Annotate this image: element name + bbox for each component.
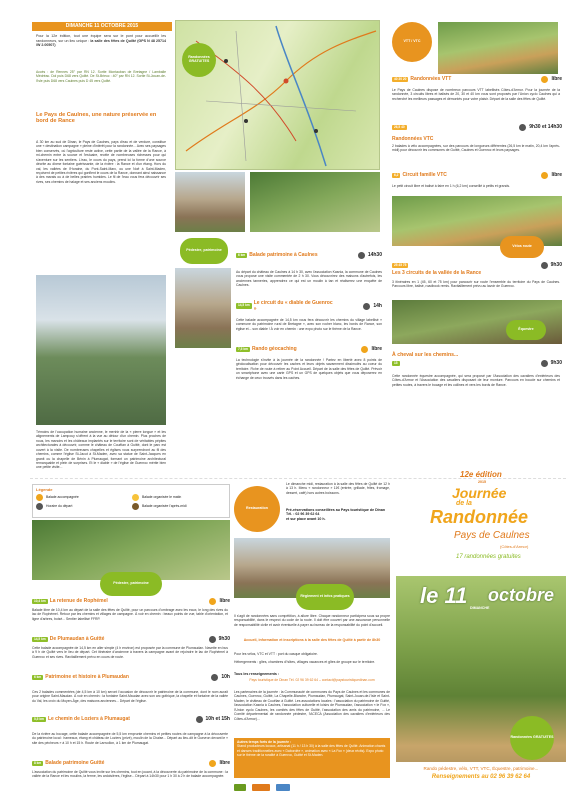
pratique-header: Accueil, information et inscriptions à la salle des fêtes de Quilté à partir de 8h30: [243, 638, 381, 642]
equestre-badge: Équestre: [506, 320, 546, 340]
fold-divider: [30, 478, 566, 479]
vtc-km: 26,5 40: [394, 124, 405, 129]
poster-footer: [396, 762, 566, 794]
poster-edition: 12e édition: [460, 470, 502, 479]
geo-libre: libre: [371, 346, 382, 353]
sponsor-logos: [234, 782, 390, 792]
vtt-body: Le Pays de Caulnes dispose de nombreux parcours VTT labellisés Côtes-d'Armor. Pour la journée de la randonnée, 3 circuits libres et balisés de 20, 30 et 40 km vous sont proposés par l'Union cyclo Caulnes qui a recherché les meilleurs passages et démontés pour votre plaisir. Départ de la salle des fêtes de Quilté.: [392, 88, 560, 101]
vtt-title: Randonnées VTT: [410, 76, 452, 83]
ped-patrimoine-badge-bottom: Pédestre, patrimoine: [100, 572, 162, 596]
roph-body: Balade libre de 10,4 km au départ de la salle des fêtes de Quilté, pour un parcours d'ombrage avec les eaux, le long des rives du lac de Rophémel. Retour par les chemins et villages de campagne. À voir en chemin : beaux points de vue, table d'orientation, et ligne d'arbres, boisé... Sentier labellisé FFRP.: [32, 608, 228, 621]
equestre-title: À cheval sur les chemins...: [392, 352, 459, 358]
ped-patrimoine-badge-top: Pédestre, patrimoine: [180, 238, 228, 264]
clock-icon: [541, 76, 548, 83]
circuit-libre: libre: [551, 172, 562, 179]
legend-title: Légende: [36, 487, 53, 492]
circuit-km: 6,2: [394, 172, 399, 177]
castle-photo: [175, 268, 231, 348]
pays-body-2: Témoins de l'occupation humaine ancienne, le menhir de la « pierre longue » et les alignements de Lampouy s'offrent à la vue au détour d'un chemin. Plus proches de nous, les manoirs et les châteaux implantés sur le territoire sont de véritables pépites architecturales à découvrir, comme le château de Couëlan à Guitté, dont le parc est ouvert à la visite. De nombreuses chapelles et églises vous surprendront au fil des chemins, comme l'église St-Jacut à St-Maden, avec sa statue de Saint-Jacques en granit ou la chapelle de Bénin à Plumaugat, formant un patrimoine architectural remarquable et plein de surprises. Et le « diable » de l'église de Guenroc mérite bien une petite visite...: [36, 430, 166, 470]
clock-icon: [209, 598, 216, 605]
poster-footer-2: Renseignements au 02 96 39 62 64: [431, 773, 531, 780]
vtt-vtc-tab: [392, 22, 432, 62]
clock-icon: [211, 674, 218, 681]
roph-title: La retenue de Rophémel: [49, 598, 108, 605]
equestre-body: Cette randonnée équestre accompagnée, qui sera proposé par l'Association des cavaliers d'extérieurs des Côtes-d'Armor et l'Association des cavaliers disposant de leur monture. Parcours en boucle sur chemins et petites routes, à travers le bocage et les collines et vers les bords de Rance.: [392, 374, 560, 387]
equestre-km: 15: [394, 360, 398, 365]
legend-sun-icon: [132, 494, 139, 501]
sponsor-logo: [234, 784, 246, 791]
restauration-badge: Restauration: [234, 486, 280, 532]
loz-body: De la rivière au bocage, cette balade accompagnée de 5,5 km emprunte chemins et petites routes de campagne à la découverte du patrimoine local : hameaux, étang et château de Loziers (privé), moulin de la Chaise... Départ au lieu-dit le Guevron devant le « site des pécheurs » à 10 h et 15 h. Route de Lanvollon, à 1 km de Plumaugat.: [32, 732, 228, 745]
poster-year: 2015: [478, 480, 486, 484]
patr-row: [32, 674, 230, 681]
guitte-libre: libre: [219, 760, 230, 767]
clock-icon: [363, 303, 370, 310]
map-roads: [176, 21, 381, 171]
intro-text: Pour la 12e édition, tout une équipe sera sur le pont pour accueillir les randonneurs, sur un lieu unique : la salle des fêtes de Quilté (GPS N 48 25714 /W 2.00507): [36, 34, 167, 48]
circuit-title: Circuit famille VTC: [402, 172, 447, 179]
legend-clock-icon: [36, 503, 43, 510]
geo-km: 7,5 km: [238, 346, 248, 351]
pratique-badge: Règlement et infos pratiques: [296, 584, 354, 610]
vtt-km: 40 30 20: [394, 76, 407, 81]
legend-walker-icon: [36, 494, 43, 501]
pratique-body: Il s'agit de randonnées sans compétition, à allure libre. Chaque randonneur participera sous sa propre responsabilité, dans le respect du code de la route. Il doit être couvert par une assurance personnelle de responsabilité civile et avoir éventuelle à payer au bureau de la responsabilité du point d'accueil.: [234, 614, 390, 627]
equestre-row: [392, 360, 562, 367]
baln-time: 14h30: [367, 252, 382, 259]
poster-dela: de la: [456, 500, 472, 507]
loz-time: 10h et 15h: [205, 716, 230, 723]
circuit-body: Le petit circuit libre et balisé à faire en 1 h (6,2 km) conseillé à petits et grands.: [392, 184, 510, 188]
patr-title: Patrimoine et histoire à Plumaudan: [45, 674, 129, 681]
equestre-time: 9h30: [550, 360, 562, 367]
poster-day: le 11: [420, 583, 468, 608]
legend: [32, 484, 230, 518]
poster-sub: 17 randonnées gratuites: [456, 554, 521, 560]
poster-title-block: [396, 466, 566, 576]
resa-title: Pré-réservations conseillées au Pays touristique de Dinan: [286, 508, 386, 512]
ped-photo-top: [175, 172, 245, 232]
patr-time: 10h: [221, 674, 230, 681]
poster-dimanche: DIMANCHE: [470, 606, 490, 610]
vtt-vtc-badge: VTT / VTC: [392, 22, 432, 62]
guitte-km: 8 km: [34, 760, 42, 765]
map-gratuites-badge: Randonnées GRATUITES: [182, 43, 216, 77]
clock-icon: [196, 716, 203, 723]
poster-journee: Journée: [452, 485, 507, 501]
vtc-title: Randonnées VTC: [392, 136, 434, 142]
pratique-heberg: Hébergements : gîtes, chambres d'hôtes, villages vacances et gîtes de groupe sur le territoire.: [234, 660, 376, 664]
circuit-row: [392, 172, 562, 179]
legend-moon-icon: [132, 503, 139, 510]
sponsor-logo: [276, 784, 290, 791]
guitte-title: Balade patrimoine Guitté: [45, 760, 105, 767]
plum-km: 14,5 km: [34, 636, 46, 641]
poster-randonnee: Randonnée: [430, 507, 529, 527]
diable-time: 14h: [373, 303, 382, 310]
plum-body: Cette balade accompagnée de 14,5 km en aller simple (4 h environ) est proposée par la commune de Plumaudan. Navette en bus à 9 h de Quilté vers le lieu de départ. Cet itinéraire d'ancienne à travers la campagne avant de rejoindre le lac de Rophémel à Guenroc et ses rives. Ravitaillement prévu en cours de route.: [32, 646, 228, 659]
diable-km: 14,5 km: [238, 303, 250, 308]
ped-photo-top-2: [250, 172, 380, 232]
legend-item: Balade organisée l'après-midi: [142, 504, 187, 509]
roph-row: [32, 598, 230, 605]
legend-item: Horaire du départ: [46, 504, 73, 509]
pratique-vtc-note: Pour les vélos, VTC et VTT : port du casque obligatoire.: [234, 652, 318, 656]
baln-title: Balade patrimoine à Caulnes: [249, 252, 318, 259]
guitte-row: [32, 760, 230, 767]
velo-title: Les 3 circuits de la vallée de la Rance: [392, 270, 482, 276]
clock-icon: [209, 636, 216, 643]
poster-gratuites-badge: Randonnées GRATUITES: [510, 716, 554, 760]
loz-row: [32, 716, 230, 723]
clock-icon: [541, 360, 548, 367]
loz-title: Le chemin de Loziers à Plumaugat: [47, 716, 130, 723]
restauration-resa: [286, 508, 390, 521]
geo-body: La technologie s'invite à la journée de la randonnée ! Partez en liberté avec 8 points de géolocalisation pour découvrir les caches et leurs objets savamment dissimulés au coeur du territoire. Fiche de route à retirer au Point Accueil. Départ de la salle des fêtes de Quilté. Prévoir un smartphone avec une carte GPS et un GPS de quelques objets que vous déposerez en échange de ceux trouvés dans les caches.: [236, 358, 382, 380]
restauration-body: Le dimanche midi, restauration à la salle des fêtes de Quilté de 12 h à 13 h. Menu « randonneur » 11€ (entrée, grillade, frites, fromage, dessert, café) hors autres boissons.: [286, 482, 390, 495]
patr-body: Ces 2 balades commentées (de 4,5 km à 10 km) seront l'occasion de découvrir le patrimoine de la commune, dont le nom aurait pour origine Saint-Maudan. À voir en chemin : la fontaine Saint-Maudan avec son arc gothique, la chapelle et fontaine de la vallée du Val, les croix du Moyen-Âge, des maisons anciennes... Départ de l'église.: [32, 690, 228, 703]
vtt-libre: libre: [551, 76, 562, 83]
clock-icon: [541, 262, 548, 269]
clock-icon: [519, 124, 526, 131]
clock-icon: [209, 760, 216, 767]
roph-libre: libre: [219, 598, 230, 605]
resa-tel: Tél. : 02 96 39 62 64: [286, 512, 320, 517]
clock-icon: [361, 346, 368, 353]
patr-km: 6 km: [34, 674, 42, 679]
clock-icon: [358, 252, 365, 259]
map: [175, 20, 380, 170]
poster-month: octobre: [488, 585, 555, 605]
baln-row: [236, 252, 382, 259]
clock-icon: [541, 172, 548, 179]
poster-footer-1: Rando pédestre, vélo, VTT, VTC, Équestre, patrimoine...: [423, 766, 539, 771]
access-text: Accès : de Rennes 25° par RN 12. Sortie Montauban de Bretagne / Lamballe Médréac. Dol puis D68 vers Quilté. De St-Brieuc : 40° par RN 12. Sortie St-Jouan-de-l'Isle puis D68 vers Caulnes puis D 45 vers Quilté.: [36, 70, 166, 83]
legend-item: Balade organisée le matin: [142, 495, 182, 500]
sponsor-logo: [252, 784, 270, 791]
plum-row: [32, 636, 230, 643]
velo-time: 9h30: [550, 262, 562, 269]
autres-title: Autres temps forts de la journée :: [237, 740, 292, 744]
pratique-autres: [234, 738, 390, 778]
vtc-body: 2 balades à vélo accompagnées, sur des parcours de longueurs différentes (26,5 km le matin, 20,4 km l'après-midi) pour découvrir les communes de Guitté, Caulnes et Guenroc et leurs paysages.: [392, 144, 560, 153]
rance-photo: [36, 275, 166, 425]
pays-body: À 30 km au sud de Dinan, le Pays de Caulnes, pays d'eau et de verdure, constitue une « destination campagne » pleine d'intérêt pour la randonnée... Avec ses paysages bien conservés, où l'agriculture reste active, cette partie de la vallée de la Rance, à mi-chemin entre la source et l'estuaire, recèle de nombreuses richesses pour qui s'aventure sur les sentiers. L'eau, le cours du pays, prend ici la forme d'une source décrite au dixme fontaine guérissante, de la rivière : la Rance et d'un étang. Hors du val, les vallées de l'Horaine, du Pont-Saint-Marc, ou une Noë à Saint-Maden, reçoivent de petites rivières qui gonflent le cours de la Rance, donnant ainsi naissance à des marais ou à de belles prairies humides. Le fil de l'eau vous fera découvrir ses rives, ses chemins de halage et ses anciens moulins.: [36, 140, 166, 184]
loz-km: 5,5 km: [34, 716, 44, 721]
velo-body: 3 itinéraires en 1 (45, 60 et 75 km) pour parcourir sur route l'ensemble du territoire du Pays de Caulnes. Parcours libre, balisé, roadbook remis. Ravitaillement prévu au lavoir de Guenroc.: [392, 280, 560, 289]
vtt-row: [392, 76, 562, 83]
pays-title: Le Pays de Caulnes, une nature préservée en bord de Rance: [36, 112, 157, 125]
restauration-icon-box: [234, 482, 282, 532]
baln-km: 6 km: [238, 252, 246, 257]
vtt-photo: [438, 22, 558, 74]
guitte-body: L'association du patrimoine de Quilté vous invite sur les chemins, tout en jouant, à la découverte du patrimoine de la commune : la vallée de la Rance et les moulins, la ferme, les ardoisières, l'église... Départ à 14h30 pour 1 h 30 à 2 h de balade accompagnée.: [32, 770, 228, 779]
velo-km: 25 45 75: [394, 262, 407, 267]
autres-body: Stand producteurs locaux, artisanat (11 h / 13 h 30) à la salle des fêtes de Quilté. Animation chants et danses traditionnelles avec « Dabordée », animation avec « La Fox » (deux récits). Expo photo sur le thème de la ruralité à Guenroc, Guitté et St-Maden.: [237, 744, 386, 757]
ped-photo-bottom: [32, 520, 230, 580]
legend-item: Balade accompagnée: [46, 495, 79, 500]
poster-pays: Pays de Caulnes: [454, 530, 530, 541]
geo-title: Rando géocaching: [251, 346, 297, 353]
vtc-row: [392, 124, 562, 131]
poster: [396, 466, 566, 796]
vtc-time: 9h30 et 14h30: [529, 124, 562, 131]
diable-row: [236, 300, 382, 313]
plum-time: 9h30: [218, 636, 230, 643]
diable-title: Le circuit du « diable de Guenroc »: [253, 300, 333, 313]
pratique-rens-body: Pays touristique de Dinan Tél. 02 96 39 62 64 – contact@paystouristiquedinan.com: [249, 678, 375, 682]
baln-body: Au départ du château de Caulnes à 14 h 30, avec l'association Kasnia, la commune de Caulnes vous propose une visite commentée de 2 h 30. Vous découvrirez des maisons d'autrefois, les anciennes tanneries, apprendrez ce qui est un moulin à tan et réaliserez une enquête de Caulnes.: [236, 270, 382, 288]
pratique-partners: Les partenaires de la journée : la Communauté de communes du Pays de Caulnes et les communes de Caulnes, Guenroc, Guitté, La Chapelle-Blanche, Plumaudan, Plumaugat, Saint-Jouan-de-l'Isle et Saint-Maden, le château de Couëlan à Guitté. Les associations locales : l'association du patrimoine de Guitté, l'association Kasnia à Caulnes, l'association culturelle et loisirs de Plumaudan, l'association « le Fox », l'Union cyclo Caulnes, les comités des fêtes de Guitté, l'association des amis du patrimoine, ... Le Comité départemental de randonnée pédestre, l'ACECA (Association des cavaliers d'extérieurs des Côtes-d'Armor)...: [234, 690, 390, 721]
date-banner: DIMANCHE 11 OCTOBRE 2015: [32, 22, 172, 31]
diable-body: Cette balade accompagnée de 14,5 km vous fera découvrir les chemins du village labellisé « commune du patrimoine rural de Bretagne », avec son rocher blanc, les bords de Rance, son église et... son diable ! À voir en chemin : une expo photo sur le thème de la Rance.: [236, 318, 382, 331]
pratique-rens-title: Tous les renseignements :: [234, 672, 280, 676]
poster-region: (Côtes-d'Armor): [500, 544, 529, 549]
plum-title: De Plumaudan à Guitté: [49, 636, 105, 643]
velo-badge: Vélos route: [500, 236, 544, 258]
resa-tail: et sur place avant 10 h.: [286, 516, 326, 521]
velo-row: [392, 262, 562, 269]
geo-row: [236, 346, 382, 353]
roph-km: 10,4 km: [34, 598, 46, 603]
